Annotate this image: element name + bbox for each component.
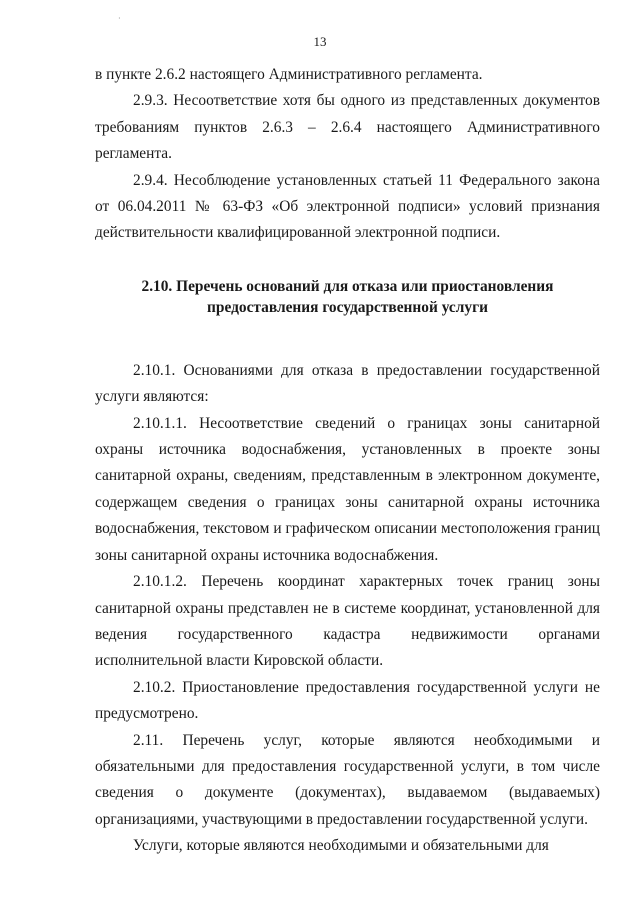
heading-line-1: 2.10. Перечень оснований для отказа или приостановления: [141, 277, 554, 295]
corner-mark: ·: [118, 14, 121, 23]
paragraph-2-10-1: 2.10.1. Основаниями для отказа в предоставлении государственной услуги являются:: [95, 361, 600, 406]
heading-line-2: предоставления государственной услуги: [207, 298, 488, 316]
paragraph-continuation: в пункте 2.6.2 настоящего Административного регламента.: [95, 66, 483, 83]
page-number: 13: [313, 34, 327, 49]
document-body: [95, 62, 600, 860]
paragraph-2-11: 2.11. Перечень услуг, которые являются необходимыми и обязательными для предоставления государственной услуги, в том числе сведения о документе (документах), выдаваемом (выдаваемых) организациями, участвующими в предоставлении государственной услуги.: [95, 731, 600, 828]
paragraph-2-9-3: 2.9.3. Несоответствие хотя бы одного из представленных документов требованиям пунктов 2.6.3 – 2.6.4 настоящего Административного регламента.: [95, 92, 600, 163]
paragraph-2-10-1-1: 2.10.1.1. Несоответствие сведений о границах зоны санитарной охраны источника водоснабжения, установленных в проекте зоны санитарной охраны, сведениям, представленным в электронном документе, содержащем сведения о границах зоны санитарной охраны источника водоснабжения, текстовом и графическом описании местоположения границ зоны санитарной охраны источника водоснабжения.: [95, 414, 600, 564]
paragraph-2-10-1-2: 2.10.1.2. Перечень координат характерных точек границ зоны санитарной охраны представлен не в системе координат, установленной для ведения государственного кадастра недвижимости органами исполнительной власти Кировской области.: [95, 573, 600, 670]
paragraph-services: Услуги, которые являются необходимыми и обязательными для: [133, 837, 549, 855]
paragraph-2-10-2: 2.10.2. Приостановление предоставления государственной услуги не предусмотрено.: [95, 678, 600, 723]
section-heading-2-10: [95, 276, 600, 318]
paragraph-2-9-4: 2.9.4. Несоблюдение установленных статьей 11 Федерального закона от 06.04.2011 № 63-ФЗ «Об электронной подписи» условий признания действительности квалифицированной электронной подписи.: [95, 171, 600, 242]
